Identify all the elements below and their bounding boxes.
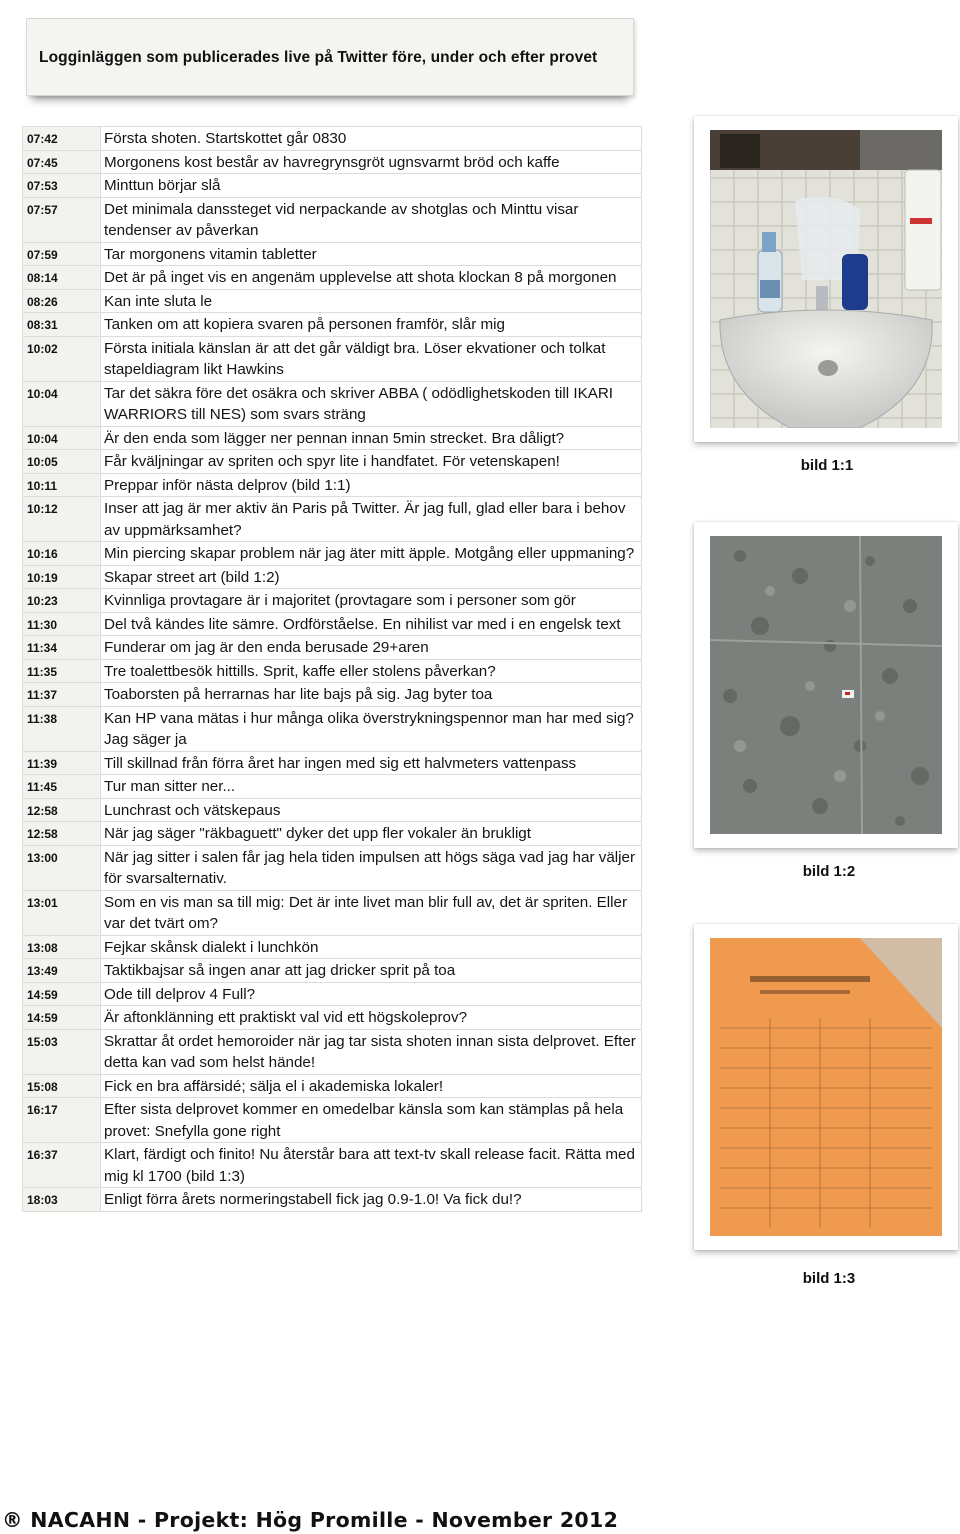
log-message: Del två kändes lite sämre. Ordförståelse. En nihilist var med i en engelsk text xyxy=(101,612,642,636)
log-time: 18:03 xyxy=(23,1188,101,1212)
photo-tiles xyxy=(694,522,958,848)
log-row xyxy=(23,1029,642,1074)
log-message: Det minimala danssteget vid nerpackande av shotglas och Minttu visar tendenser av påverkan xyxy=(101,197,642,242)
log-message: Det är på inget vis en angenäm upplevelse att shota klockan 8 på morgonen xyxy=(101,266,642,290)
log-message: Preppar inför nästa delprov (bild 1:1) xyxy=(101,473,642,497)
log-time: 10:11 xyxy=(23,473,101,497)
log-time: 10:05 xyxy=(23,450,101,474)
log-time: 10:23 xyxy=(23,589,101,613)
log-row xyxy=(23,542,642,566)
log-message: Min piercing skapar problem när jag äter mitt äpple. Motgång eller uppmaning? xyxy=(101,542,642,566)
log-message: Fick en bra affärsidé; sälja el i akademiska lokaler! xyxy=(101,1074,642,1098)
photo-sink xyxy=(694,116,958,442)
log-message: Till skillnad från förra året har ingen med sig ett halvmeters vattenpass xyxy=(101,751,642,775)
log-time: 11:30 xyxy=(23,612,101,636)
log-time: 11:39 xyxy=(23,751,101,775)
log-row xyxy=(23,659,642,683)
log-time: 14:59 xyxy=(23,982,101,1006)
log-time: 11:37 xyxy=(23,683,101,707)
log-message: Enligt förra årets normeringstabell fick jag 0.9-1.0! Va fick du!? xyxy=(101,1188,642,1212)
log-body xyxy=(23,127,642,1212)
log-row xyxy=(23,1143,642,1188)
caption-2: bild 1:2 xyxy=(802,863,856,880)
log-message: Tur man sitter ner... xyxy=(101,775,642,799)
log-message: Efter sista delprovet kommer en omedelbar känsla som kan stämplas på hela provet: Snefylla gone right xyxy=(101,1098,642,1143)
log-message: Inser att jag är mer aktiv än Paris på Twitter. Är jag full, glad eller bara i behov av uppmärksamhet? xyxy=(101,497,642,542)
log-message: Skapar street art (bild 1:2) xyxy=(101,565,642,589)
log-message: Funderar om jag är den enda berusade 29+aren xyxy=(101,636,642,660)
log-time: 11:35 xyxy=(23,659,101,683)
log-message: Som en vis man sa till mig: Det är inte livet man blir full av, det är spriten. Eller var det tvärt om? xyxy=(101,890,642,935)
log-row xyxy=(23,775,642,799)
log-message: Första initiala känslan är att det går väldigt bra. Löser ekvationer och tolkat stapeldiagram likt Hawkins xyxy=(101,336,642,381)
log-row xyxy=(23,751,642,775)
log-time: 10:16 xyxy=(23,542,101,566)
log-row xyxy=(23,289,642,313)
log-row xyxy=(23,426,642,450)
log-row xyxy=(23,1098,642,1143)
log-row xyxy=(23,150,642,174)
log-row xyxy=(23,473,642,497)
log-row xyxy=(23,450,642,474)
log-row xyxy=(23,381,642,426)
log-message: När jag sitter i salen får jag hela tiden impulsen att högs säga vad jag har väljer för svarsalternativ. xyxy=(101,845,642,890)
log-message: Tre toalettbesök hittills. Sprit, kaffe eller stolens påverkan? xyxy=(101,659,642,683)
log-time: 08:31 xyxy=(23,313,101,337)
log-time: 15:03 xyxy=(23,1029,101,1074)
log-row xyxy=(23,982,642,1006)
log-row xyxy=(23,266,642,290)
log-time: 13:49 xyxy=(23,959,101,983)
log-row xyxy=(23,242,642,266)
log-message: Klart, färdigt och finito! Nu återstår bara att text-tv skall release facit. Rätta med mig kl 1700 (bild 1:3) xyxy=(101,1143,642,1188)
log-time: 13:01 xyxy=(23,890,101,935)
log-row xyxy=(23,313,642,337)
log-row xyxy=(23,935,642,959)
log-time: 13:08 xyxy=(23,935,101,959)
tile-image xyxy=(710,536,942,834)
log-time: 11:34 xyxy=(23,636,101,660)
log-time: 08:14 xyxy=(23,266,101,290)
title-card xyxy=(26,18,634,96)
log-time: 13:00 xyxy=(23,845,101,890)
log-time: 10:04 xyxy=(23,381,101,426)
log-row xyxy=(23,336,642,381)
log-message: Är den enda som lägger ner pennan innan 5min strecket. Bra dåligt? xyxy=(101,426,642,450)
log-time: 11:45 xyxy=(23,775,101,799)
log-message: Taktikbajsar så ingen anar att jag dricker sprit på toa xyxy=(101,959,642,983)
log-row xyxy=(23,845,642,890)
log-row xyxy=(23,890,642,935)
log-time: 10:04 xyxy=(23,426,101,450)
log-time: 12:58 xyxy=(23,822,101,846)
log-message: Kan inte sluta le xyxy=(101,289,642,313)
log-row xyxy=(23,822,642,846)
caption-3: bild 1:3 xyxy=(802,1270,856,1287)
log-row xyxy=(23,497,642,542)
log-row xyxy=(23,706,642,751)
log-time: 07:53 xyxy=(23,174,101,198)
caption-1: bild 1:1 xyxy=(800,457,854,474)
log-time: 08:26 xyxy=(23,289,101,313)
log-row xyxy=(23,636,642,660)
log-row xyxy=(23,174,642,198)
log-time: 12:58 xyxy=(23,798,101,822)
photo-answer-sheet xyxy=(694,924,958,1250)
log-message: Fejkar skånsk dialekt i lunchkön xyxy=(101,935,642,959)
answer-sheet-image xyxy=(710,938,942,1236)
log-message: Minttun börjar slå xyxy=(101,174,642,198)
page-title: Logginläggen som publicerades live på Twitter före, under och efter provet xyxy=(39,49,598,66)
log-time: 10:12 xyxy=(23,497,101,542)
sink-image xyxy=(710,130,942,428)
log-row xyxy=(23,1006,642,1030)
log-row xyxy=(23,959,642,983)
log-time: 10:02 xyxy=(23,336,101,381)
log-table xyxy=(22,126,642,1212)
log-message: Lunchrast och vätskepaus xyxy=(101,798,642,822)
log-time: 07:42 xyxy=(23,127,101,151)
log-row xyxy=(23,612,642,636)
log-time: 11:38 xyxy=(23,706,101,751)
log-message: Kan HP vana mätas i hur många olika överstrykningspennor man har med sig? Jag säger ja xyxy=(101,706,642,751)
log-message: Får kväljningar av spriten och spyr lite i handfatet. För vetenskapen! xyxy=(101,450,642,474)
log-time: 15:08 xyxy=(23,1074,101,1098)
log-time: 07:59 xyxy=(23,242,101,266)
log-row xyxy=(23,127,642,151)
log-message: När jag säger "räkbaguett" dyker det upp fler vokaler än brukligt xyxy=(101,822,642,846)
log-time: 16:37 xyxy=(23,1143,101,1188)
log-message: Tar det säkra före det osäkra och skriver ABBA ( odödlighetskoden till IKARI WARRIORS till NES) som svars sträng xyxy=(101,381,642,426)
log-row xyxy=(23,798,642,822)
log-time: 14:59 xyxy=(23,1006,101,1030)
log-message: Ode till delprov 4 Full? xyxy=(101,982,642,1006)
log-message: Skrattar åt ordet hemoroider när jag tar sista shoten innan sista delprovet. Efter detta kan vad som helst hände! xyxy=(101,1029,642,1074)
log-row xyxy=(23,1188,642,1212)
log-row xyxy=(23,565,642,589)
log-time: 07:57 xyxy=(23,197,101,242)
log-row xyxy=(23,1074,642,1098)
log-message: Tar morgonens vitamin tabletter xyxy=(101,242,642,266)
log-time: 16:17 xyxy=(23,1098,101,1143)
log-time: 10:19 xyxy=(23,565,101,589)
log-message: Morgonens kost består av havregrynsgröt ugnsvarmt bröd och kaffe xyxy=(101,150,642,174)
log-row xyxy=(23,683,642,707)
log-message: Tanken om att kopiera svaren på personen framför, slår mig xyxy=(101,313,642,337)
log-message: Är aftonklänning ett praktiskt val vid ett högskoleprov? xyxy=(101,1006,642,1030)
log-row xyxy=(23,589,642,613)
log-message: Första shoten. Startskottet går 0830 xyxy=(101,127,642,151)
log-time: 07:45 xyxy=(23,150,101,174)
footer-credit: ® NACAHN - Projekt: Hög Promille - November 2012 xyxy=(2,1508,619,1532)
log-message: Kvinnliga provtagare är i majoritet (provtagare som i personer som gör xyxy=(101,589,642,613)
log-row xyxy=(23,197,642,242)
log-message: Toaborsten på herrarnas har lite bajs på sig. Jag byter toa xyxy=(101,683,642,707)
